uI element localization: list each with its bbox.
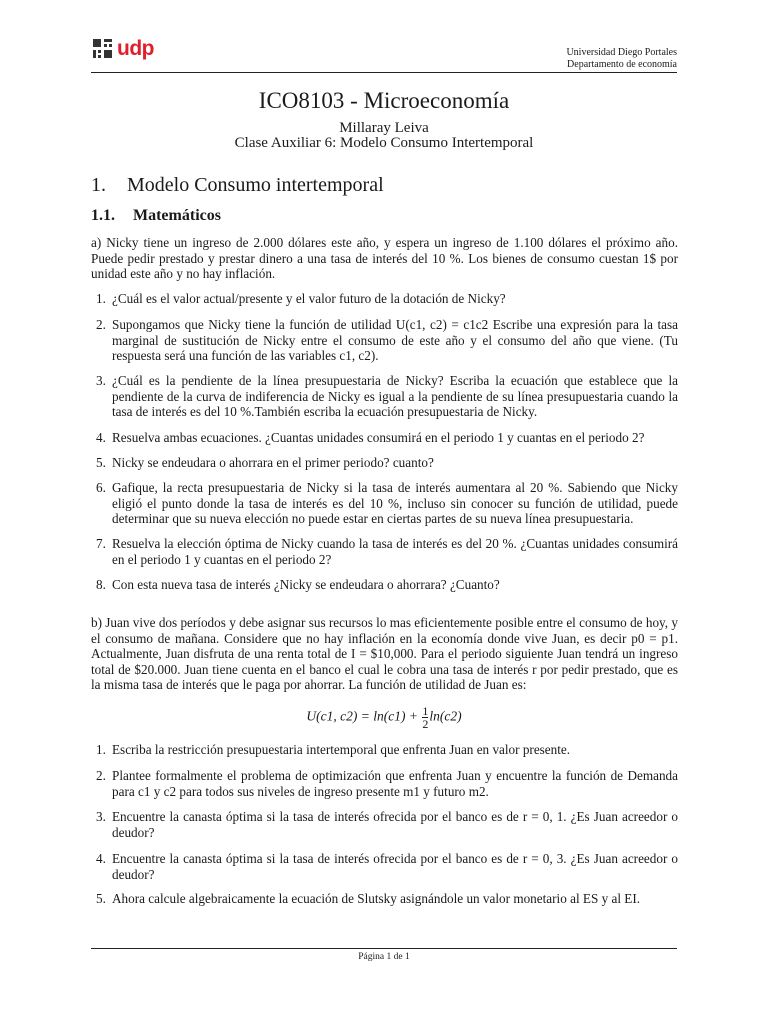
- part-a-intro: a) Nicky tiene un ingreso de 2.000 dólares este año, y espera un ingreso de 1.100 dólares el próximo año. Puede pedir prestado y prestar dinero a una tasa de interés del 10 %. Los bienes de consumo cuestan 1$ por unidad este año y no hay inflación.: [91, 235, 678, 282]
- document-subtitle: Clase Auxiliar 6: Modelo Consumo Intertemporal: [234, 135, 534, 151]
- list-item: 1. ¿Cuál es el valor actual/presente y el valor futuro de la dotación de Nicky?: [96, 291, 506, 306]
- list-item: 7. Resuelva la elección óptima de Nicky cuando la tasa de interés es del 20 %. ¿Cuantas unidades consumirá en el periodo 1 y cuantas en el periodo 2?: [96, 536, 678, 567]
- list-item: 4. Resuelva ambas ecuaciones. ¿Cuantas unidades consumirá en el periodo 1 y cuantas en el periodo 2?: [96, 430, 645, 445]
- list-item: 5. Nicky se endeudara o ahorrara en el primer periodo? cuanto?: [96, 455, 434, 470]
- logo-text: udp: [117, 37, 154, 60]
- list-item: 5. Ahora calcule algebraicamente la ecuación de Slutsky asignándole un valor monetario al ES y al EI.: [96, 891, 641, 906]
- crest-icon: [93, 39, 113, 59]
- department-name: Departamento de economía: [567, 59, 677, 70]
- list-item: 1. Escriba la restricción presupuestaria intertemporal que enfrenta Juan en valor presente.: [96, 742, 571, 757]
- fraction: $\frac{1}{2}$: [422, 704, 429, 731]
- section-number: 1.: [91, 174, 106, 196]
- institution-block: [566, 47, 677, 71]
- university-logo: [93, 38, 154, 60]
- section-heading: [91, 174, 384, 197]
- author-name: Millaray Leiva: [339, 120, 429, 136]
- list-item: 8. Con esta nueva tasa de interés ¿Nicky se endeudara o ahorrara? ¿Cuanto?: [96, 577, 500, 592]
- subsection-number: 1.1.: [91, 207, 115, 224]
- utility-equation: U(c1, $c2) = \ln(c1) + \frac{1}{2}$ ln(c2): [306, 704, 462, 731]
- institution-name: Universidad Diego Portales: [566, 47, 677, 58]
- part-b-intro: b) Juan vive dos períodos y debe asignar sus recursos lo mas eficientemente posible entre el consumo de hoy, y el consumo de mañana. Considere que no hay inflación en la economía donde vive Juan, es decir p0 = p1. Actualmente, Juan disfruta de una renta total de I = $10,000. Para el periodo siguiente Juan tendrá un ingreso total de $20.000. Juan tiene cuenta en el banco el cual le cobra una tasa de interés r por pedir prestado, que es la misma tasa de interés que le paga por ahorrar. La función de utilidad de Juan es:: [91, 615, 678, 693]
- header-rule: [91, 72, 677, 73]
- list-item: 3. Encuentre la canasta óptima si la tasa de interés ofrecida por el banco es de r = 0, 1. ¿Es Juan acreedor o deudor?: [96, 809, 678, 840]
- list-item: 4. Encuentre la canasta óptima si la tasa de interés ofrecida por el banco es de r = 0, 3. ¿Es Juan acreedor o deudor?: [96, 851, 678, 882]
- page-number: Página 1 de 1: [358, 952, 410, 962]
- footer-rule: [91, 948, 677, 949]
- list-item: 2. Plantee formalmente el problema de optimización que enfrenta Juan y encuentre la función de Demanda para c1 y c2 para todos sus niveles de ingreso presente m1 y futuro m2.: [96, 768, 678, 799]
- subsection-heading: [91, 207, 221, 225]
- list-item: 2. Supongamos que Nicky tiene la función de utilidad U(c1, c2) = c1c2 Escribe una expresión para la tasa marginal de sustitución de Nicky entre el consumo de este año y el consumo del año que viene. (Tu respuesta será una función de las variables c1, c2).: [96, 317, 678, 364]
- document-title: ICO8103 - Microeconomía: [258, 88, 510, 113]
- subsection-title: Matemáticos: [133, 207, 221, 224]
- section-title: Modelo Consumo intertemporal: [127, 174, 384, 196]
- list-item: 6. Gafique, la recta presupuestaria de Nicky si la tasa de interés aumentara al 20 %. Sabiendo que Nicky eligió el punto donde la tasa de interés es del 10 %, incluso sin conocer su función de utilidad, puede determinar que su nueva elección no puede estar en ciertas partes de su nueva línea presupuestaria.: [96, 480, 678, 527]
- list-item: 3. ¿Cuál es la pendiente de la línea presupuestaria de Nicky? Escriba la ecuación que establece que la pendiente de la curva de indiferencia de Nicky es igual a la pendiente de su línea presupuestaria cuando la tasa de interés es del 10 %.También escriba la ecuación presupuestaria de Nicky.: [96, 373, 678, 420]
